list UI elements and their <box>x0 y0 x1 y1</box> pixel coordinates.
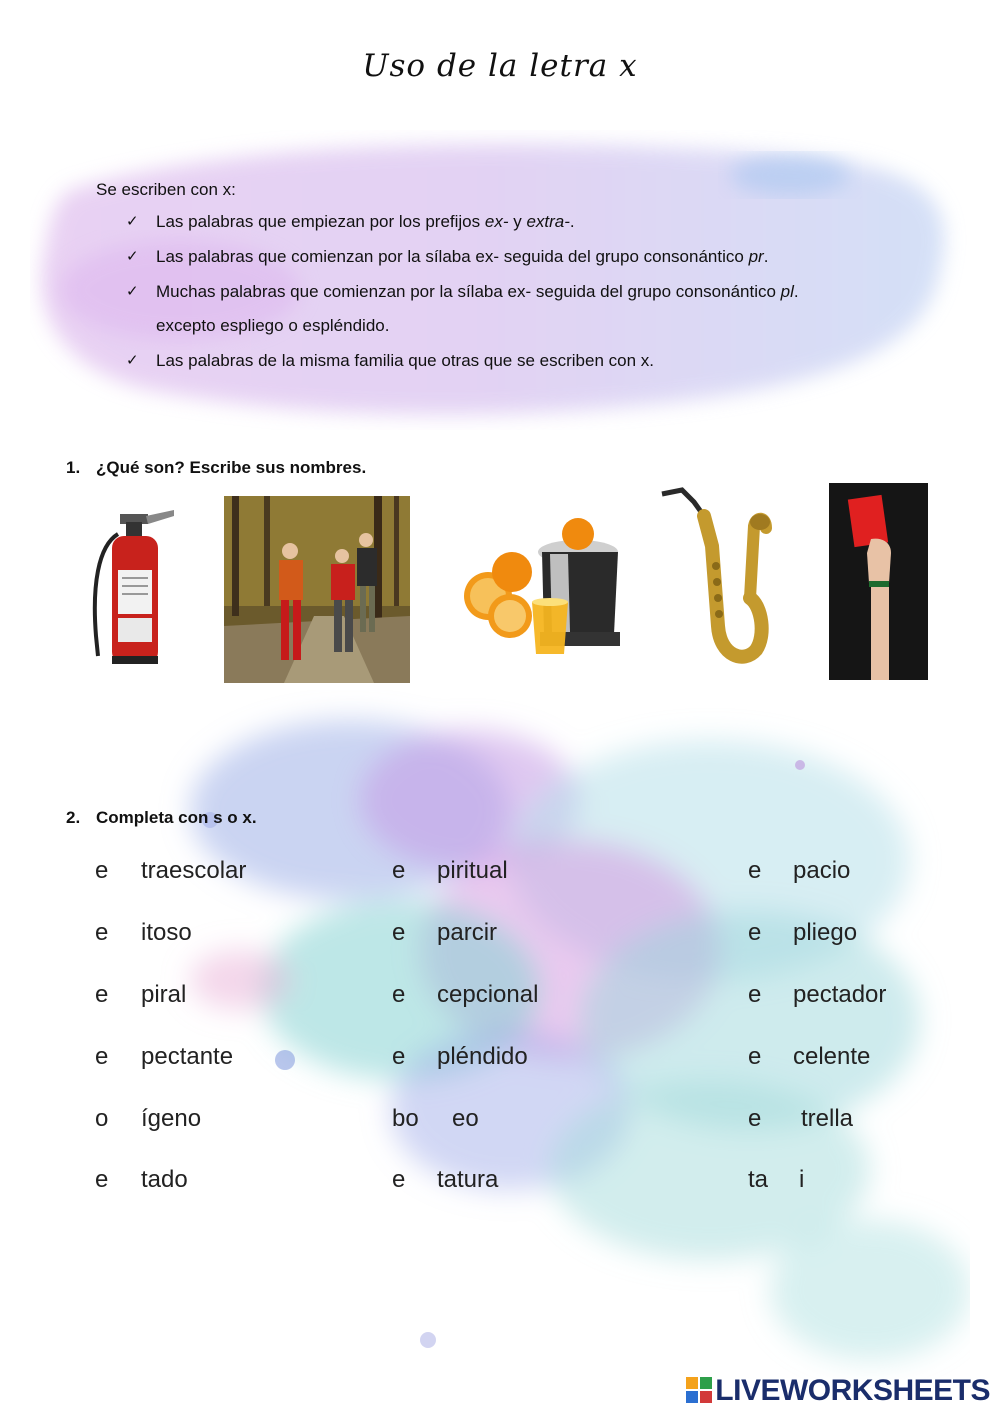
rule-item: ✓ Las palabras que comienzan por la sílaba ex- seguida del grupo consonántico pr. <box>96 239 956 274</box>
word-suffix: i <box>799 1166 805 1193</box>
word-prefix: e <box>748 919 762 946</box>
liveworksheets-logo-icon <box>686 1377 712 1403</box>
page-title: Uso de la letra x <box>362 48 638 84</box>
word-suffix: cepcional <box>437 981 539 1008</box>
word-suffix: pacio <box>793 857 851 884</box>
word-suffix: piritual <box>437 857 508 884</box>
liveworksheets-brand[interactable]: LIVEWORKSHEETS <box>686 1374 990 1408</box>
exercise-1-heading: 1. ¿Qué son? Escribe sus nombres. <box>66 458 367 477</box>
word-prefix: e <box>748 1105 762 1132</box>
word-prefix: o <box>95 1105 109 1132</box>
word-prefix: e <box>95 919 109 946</box>
checkmark-icon: ✓ <box>126 352 139 369</box>
word-prefix: ta <box>748 1166 769 1193</box>
checkmark-icon: ✓ <box>126 283 139 300</box>
checkmark-icon: ✓ <box>126 213 139 230</box>
fire-extinguisher-picture <box>88 506 178 668</box>
exercise-2-heading: 2. Completa con s o x. <box>66 808 257 827</box>
rules-intro: Se escriben con x: <box>96 180 236 199</box>
word-suffix: ígeno <box>141 1105 202 1132</box>
word-suffix: pectador <box>793 981 887 1008</box>
word-suffix: eo <box>452 1105 479 1132</box>
word-prefix: bo <box>392 1105 419 1132</box>
juicer-picture <box>460 514 630 674</box>
word-suffix: itoso <box>141 919 192 946</box>
word-prefix: e <box>392 1043 406 1070</box>
word-prefix: e <box>392 1166 406 1193</box>
word-prefix: e <box>392 857 406 884</box>
word-prefix: e <box>95 981 109 1008</box>
red-card-picture <box>829 483 928 680</box>
checkmark-icon: ✓ <box>126 248 139 265</box>
word-suffix: tado <box>141 1166 188 1193</box>
word-suffix: trella <box>801 1105 854 1132</box>
rules-box <box>96 180 956 378</box>
word-prefix: e <box>95 1166 109 1193</box>
rule-item: ✓ Muchas palabras que comienzan por la sílaba ex- seguida del grupo consonántico pl. <box>96 274 956 309</box>
word-prefix: e <box>748 1043 762 1070</box>
word-suffix: pliego <box>793 919 858 946</box>
word-prefix: e <box>392 919 406 946</box>
saxophone-picture <box>654 486 774 676</box>
word-prefix: e <box>95 1043 109 1070</box>
word-suffix: pléndido <box>437 1043 528 1070</box>
word-prefix: e <box>392 981 406 1008</box>
word-suffix: traescolar <box>141 857 247 884</box>
word-suffix: tatura <box>437 1166 499 1193</box>
word-prefix: e <box>748 857 762 884</box>
hikers-picture <box>224 496 410 683</box>
word-prefix: e <box>748 981 762 1008</box>
rule-item: ✓ Las palabras que empiezan por los prefijos ex- y extra-. <box>96 204 956 239</box>
word-suffix: pectante <box>141 1043 234 1070</box>
word-suffix: parcir <box>437 919 498 946</box>
rule-item: ✓ Las palabras de la misma familia que otras que se escriben con x. <box>96 343 956 378</box>
rule-continuation: excepto espliego o espléndido. <box>156 316 390 335</box>
word-suffix: piral <box>141 981 187 1008</box>
word-prefix: e <box>95 857 109 884</box>
watercolor-splash <box>150 690 970 1390</box>
word-suffix: celente <box>793 1043 871 1070</box>
